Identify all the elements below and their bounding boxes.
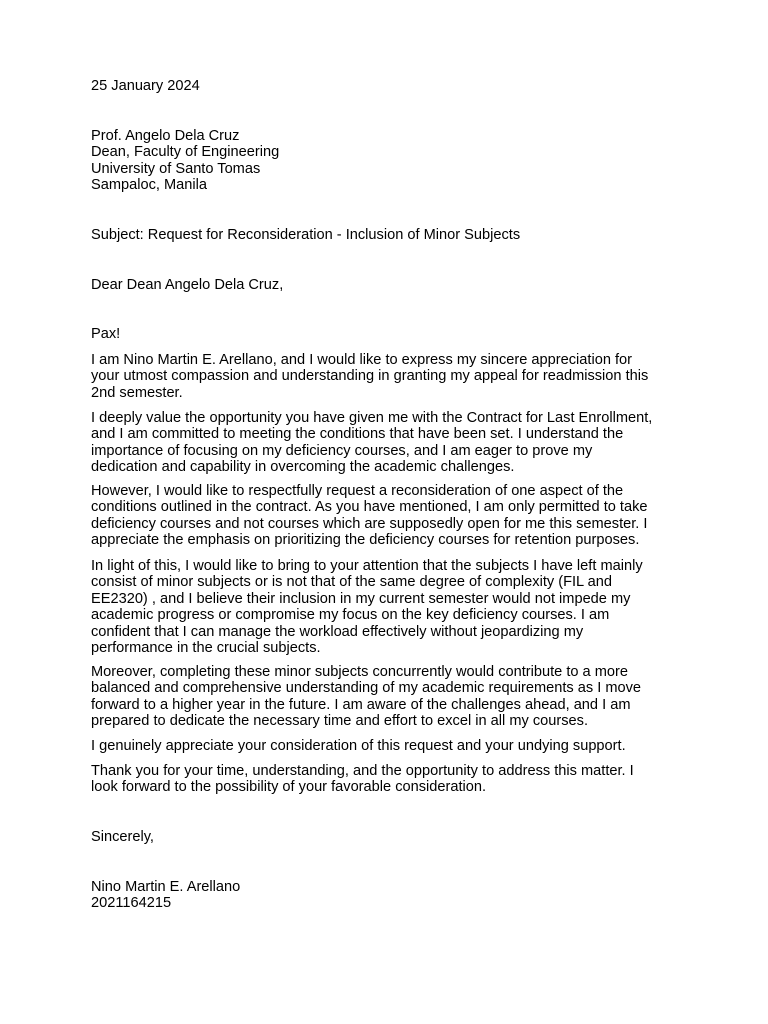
recipient-title: Dean, Faculty of Engineering [91, 144, 280, 161]
signature-id-number: 2021164215 [91, 895, 172, 912]
paragraph-line: deficiency courses and not courses which are supposedly open for me this semester. I [91, 515, 648, 532]
paragraph-line: forward to a higher year in the future. I am aware of the challenges ahead, and I am [91, 696, 631, 713]
body-paragraph-3 [91, 483, 681, 549]
letter-date: 25 January 2024 [91, 78, 200, 94]
paragraph-line: academic progress or compromise my focus on the key deficiency courses. I am [91, 607, 610, 624]
paragraph-line: I deeply value the opportunity you have given me with the Contract for Last Enrollment, [91, 410, 653, 426]
paragraph-line: EE2320) , and I believe their inclusion in my current semester would not impede my [91, 590, 631, 607]
body-paragraph-7 [91, 763, 681, 796]
paragraph-line: confident that I can manage the workload effectively without jeopardizing my [91, 623, 584, 640]
body-paragraph-2 [91, 410, 681, 476]
paragraph-line: consist of minor subjects or is not that of the same degree of complexity (FIL and [91, 574, 613, 591]
paragraph-line: look forward to the possibility of your favorable consideration. [91, 779, 487, 796]
body-paragraph-4 [91, 558, 681, 656]
body-paragraph-1 [91, 352, 681, 401]
paragraph-line: I genuinely appreciate your consideration of this request and your undying support. [91, 738, 626, 754]
paragraph-line: However, I would like to respectfully request a reconsideration of one aspect of the [91, 483, 624, 499]
letter-subject: Subject: Request for Reconsideration - Inclusion of Minor Subjects [91, 227, 521, 243]
paragraph-line: performance in the crucial subjects. [91, 640, 321, 657]
body-paragraph-6 [91, 738, 681, 754]
paragraph-line: dedication and capability in overcoming the academic challenges. [91, 459, 515, 476]
paragraph-line: conditions outlined in the contract. As you have mentioned, I am only permitted to take [91, 499, 648, 516]
recipient-institution: University of Santo Tomas [91, 160, 261, 177]
paragraph-line: and I am committed to meeting the conditions that have been set. I understand the [91, 426, 624, 443]
letter-opening: Pax! [91, 326, 121, 342]
recipient-name: Prof. Angelo Dela Cruz [91, 128, 240, 144]
paragraph-line: prepared to dedicate the necessary time and effort to excel in all my courses. [91, 713, 588, 730]
letter-salutation: Dear Dean Angelo Dela Cruz, [91, 277, 284, 293]
paragraph-line: Thank you for your time, understanding, and the opportunity to address this matter. I [91, 763, 634, 779]
paragraph-line: I am Nino Martin E. Arellano, and I would like to express my sincere appreciation for [91, 352, 633, 368]
paragraph-line: your utmost compassion and understanding in granting my appeal for readmission this [91, 368, 649, 385]
recipient-location: Sampaloc, Manila [91, 177, 207, 194]
letter-closing: Sincerely, [91, 829, 154, 845]
paragraph-line: 2nd semester. [91, 384, 183, 401]
body-paragraph-5 [91, 664, 681, 730]
paragraph-line: Moreover, completing these minor subjects concurrently would contribute to a more [91, 664, 628, 680]
paragraph-line: In light of this, I would like to bring to your attention that the subjects I have left mainly [91, 558, 643, 574]
paragraph-line: appreciate the emphasis on prioritizing the deficiency courses for retention purposes. [91, 532, 640, 549]
paragraph-line: balanced and comprehensive understanding of my academic requirements as I move [91, 680, 642, 697]
signature-name: Nino Martin E. Arellano [91, 879, 241, 895]
recipient-address [91, 128, 681, 194]
paragraph-line: importance of focusing on my deficiency courses, and I am eager to prove my [91, 442, 593, 459]
signature-block [91, 879, 681, 912]
